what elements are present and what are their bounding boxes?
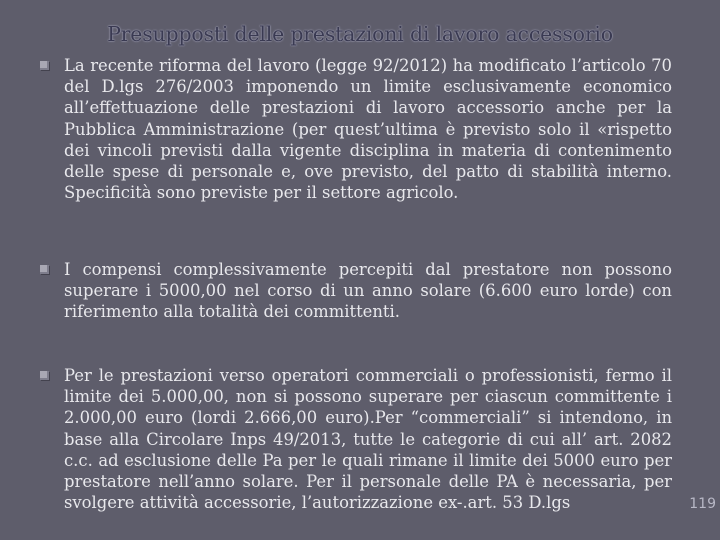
- square-bullet-icon: [40, 371, 49, 380]
- bullet-item: [40, 365, 672, 513]
- bullet-text: I compensi complessivamente percepiti dal prestatore non possono superare i 5000,00 nel corso di un anno solare (6.600 euro lorde) con riferimento alla totalità dei committenti.: [64, 260, 672, 322]
- bullet-item: [40, 259, 672, 323]
- bullet-item: [40, 55, 672, 203]
- square-bullet-icon: [40, 61, 49, 70]
- bullet-text: La recente riforma del lavoro (legge 92/2012) ha modificato l’articolo 70 del D.lgs 276/2003 imponendo un limite esclusivamente economico all’effettuazione delle prestazioni di lavoro accessorio anche per la Pubblica Amministrazione (per quest’ultima è previsto solo il «rispetto dei vincoli previsti dalla vigente disciplina in materia di contenimento delle spese di personale e, ove previsto, del patto di stabilità interno. Specificità sono previste per il settore agricolo.: [64, 56, 672, 203]
- page-number: 119: [689, 496, 716, 512]
- bullet-text: Per le prestazioni verso operatori commerciali o professionisti, fermo il limite dei 5.000,00, non si possono superare per ciascun committente i 2.000,00 euro (lordi 2.666,00 euro).Per “commerciali” si intendono, in base alla Circolare Inps 49/2013, tutte le categorie di cui all’ art. 2082 c.c. ad esclusione delle Pa per le quali rimane il limite dei 5000 euro per prestatore nell’anno solare. Per il personale delle PA è necessaria, per svolgere attività accessorie, l’autorizzazione ex-.art. 53 D.lgs: [64, 366, 672, 513]
- slide-title: Presupposti delle prestazioni di lavoro accessorio: [107, 22, 613, 46]
- square-bullet-icon: [40, 265, 49, 274]
